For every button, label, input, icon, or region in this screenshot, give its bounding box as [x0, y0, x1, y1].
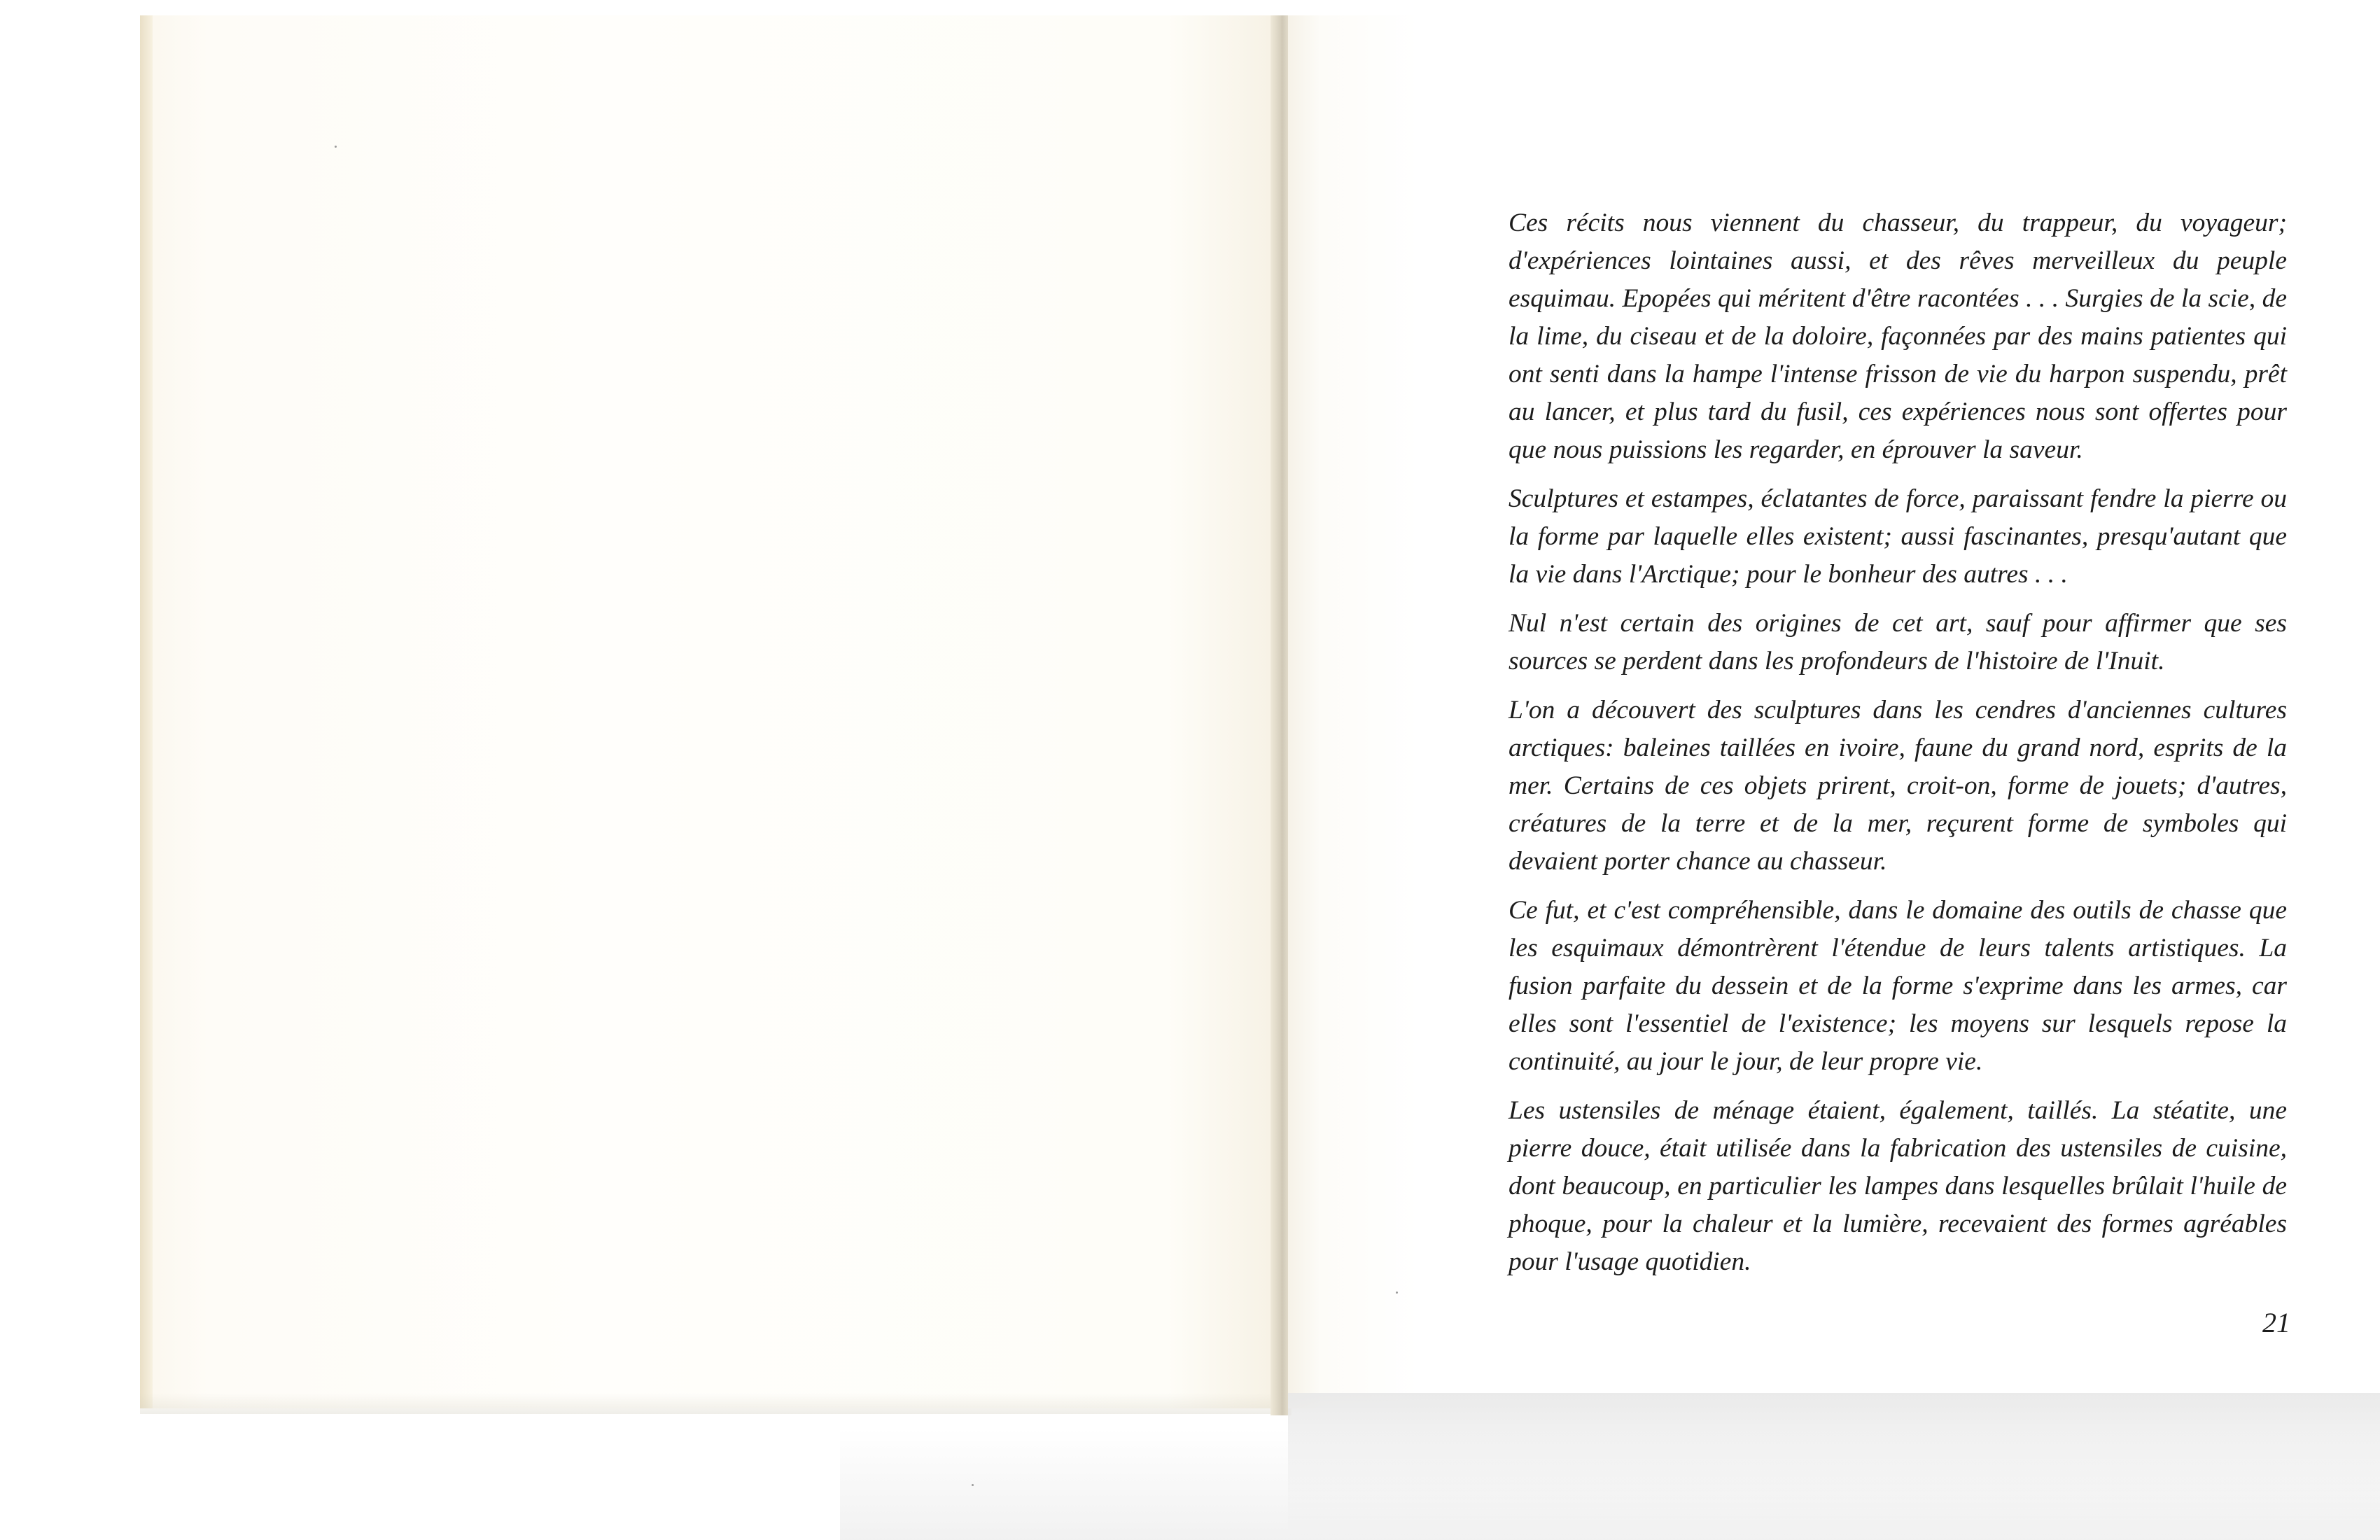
paragraph: Ce fut, et c'est compréhensible, dans le domaine des outils de chasse que les esquimaux démontrèrent l'étendue de leurs talents artistiques. La fusion parfaite du dessein et de la forme s'exprime dans les armes, car elles sont l'essentiel de l'existence; les moyens sur lesquels repose la continuité, au jour le jour, de leur propre vie. — [1508, 896, 2287, 1076]
paragraph: Sculptures et estampes, éclatantes de force, paraissant fendre la pierre ou la forme par laquelle elles existent; aussi fascinantes, presqu'autant que la vie dans l'Arctique; pour le bonheur des autres . . . — [1508, 484, 2287, 589]
paragraph: Ces récits nous viennent du chasseur, du trappeur, du voyageur; d'expériences lointaines aussi, et des rêves merveilleux du peuple esquimau. Epopées qui méritent d'être racontées . . . Surgies de la scie, de la lime, du ciseau et de la doloire, façonnées par des mains patientes qui ont senti dans la hampe l'intense frisson de vie du harpon suspendu, prêt au lancer, et plus tard du fusil, ces expériences nous sont offertes pour que nous puissions les regarder, en éprouver la saveur. — [1508, 209, 2287, 464]
paragraph: L'on a découvert des sculptures dans les cendres d'anciennes cultures arctiques: baleines taillées en ivoire, faune du grand nord, esprits de la mer. Certains de ces objets prirent, croit-on, forme de jouets; d'autres, créatures de la terre et de la mer, reçurent forme de symboles qui devaient porter chance au chasseur. — [1508, 696, 2287, 876]
paper-speck — [972, 1484, 974, 1486]
paper-speck — [1396, 1292, 1398, 1294]
left-page-blank — [140, 15, 1281, 1408]
left-page-shadow — [140, 1393, 1281, 1414]
paragraph: Les ustensiles de ménage étaient, également, taillés. La stéatite, une pierre douce, était utilisée dans la fabrication des ustensiles de cuisine, dont beaucoup, en particulier les lampes dans lesquelles brûlait l'huile de phoque, pour la chaleur et la lumière, recevaient des formes agréables pour l'usage quotidien. — [1508, 1096, 2287, 1276]
page-number: 21 — [2262, 1307, 2290, 1338]
paper-speck — [335, 146, 337, 148]
body-text — [1508, 204, 2287, 1292]
left-page-edge — [140, 15, 153, 1408]
scan-bottom-shadow — [840, 1428, 2380, 1540]
paragraph: Nul n'est certain des origines de cet art, sauf pour affirmer que ses sources se perdent dans les profondeurs de l'histoire de l'Inuit. — [1508, 609, 2287, 676]
